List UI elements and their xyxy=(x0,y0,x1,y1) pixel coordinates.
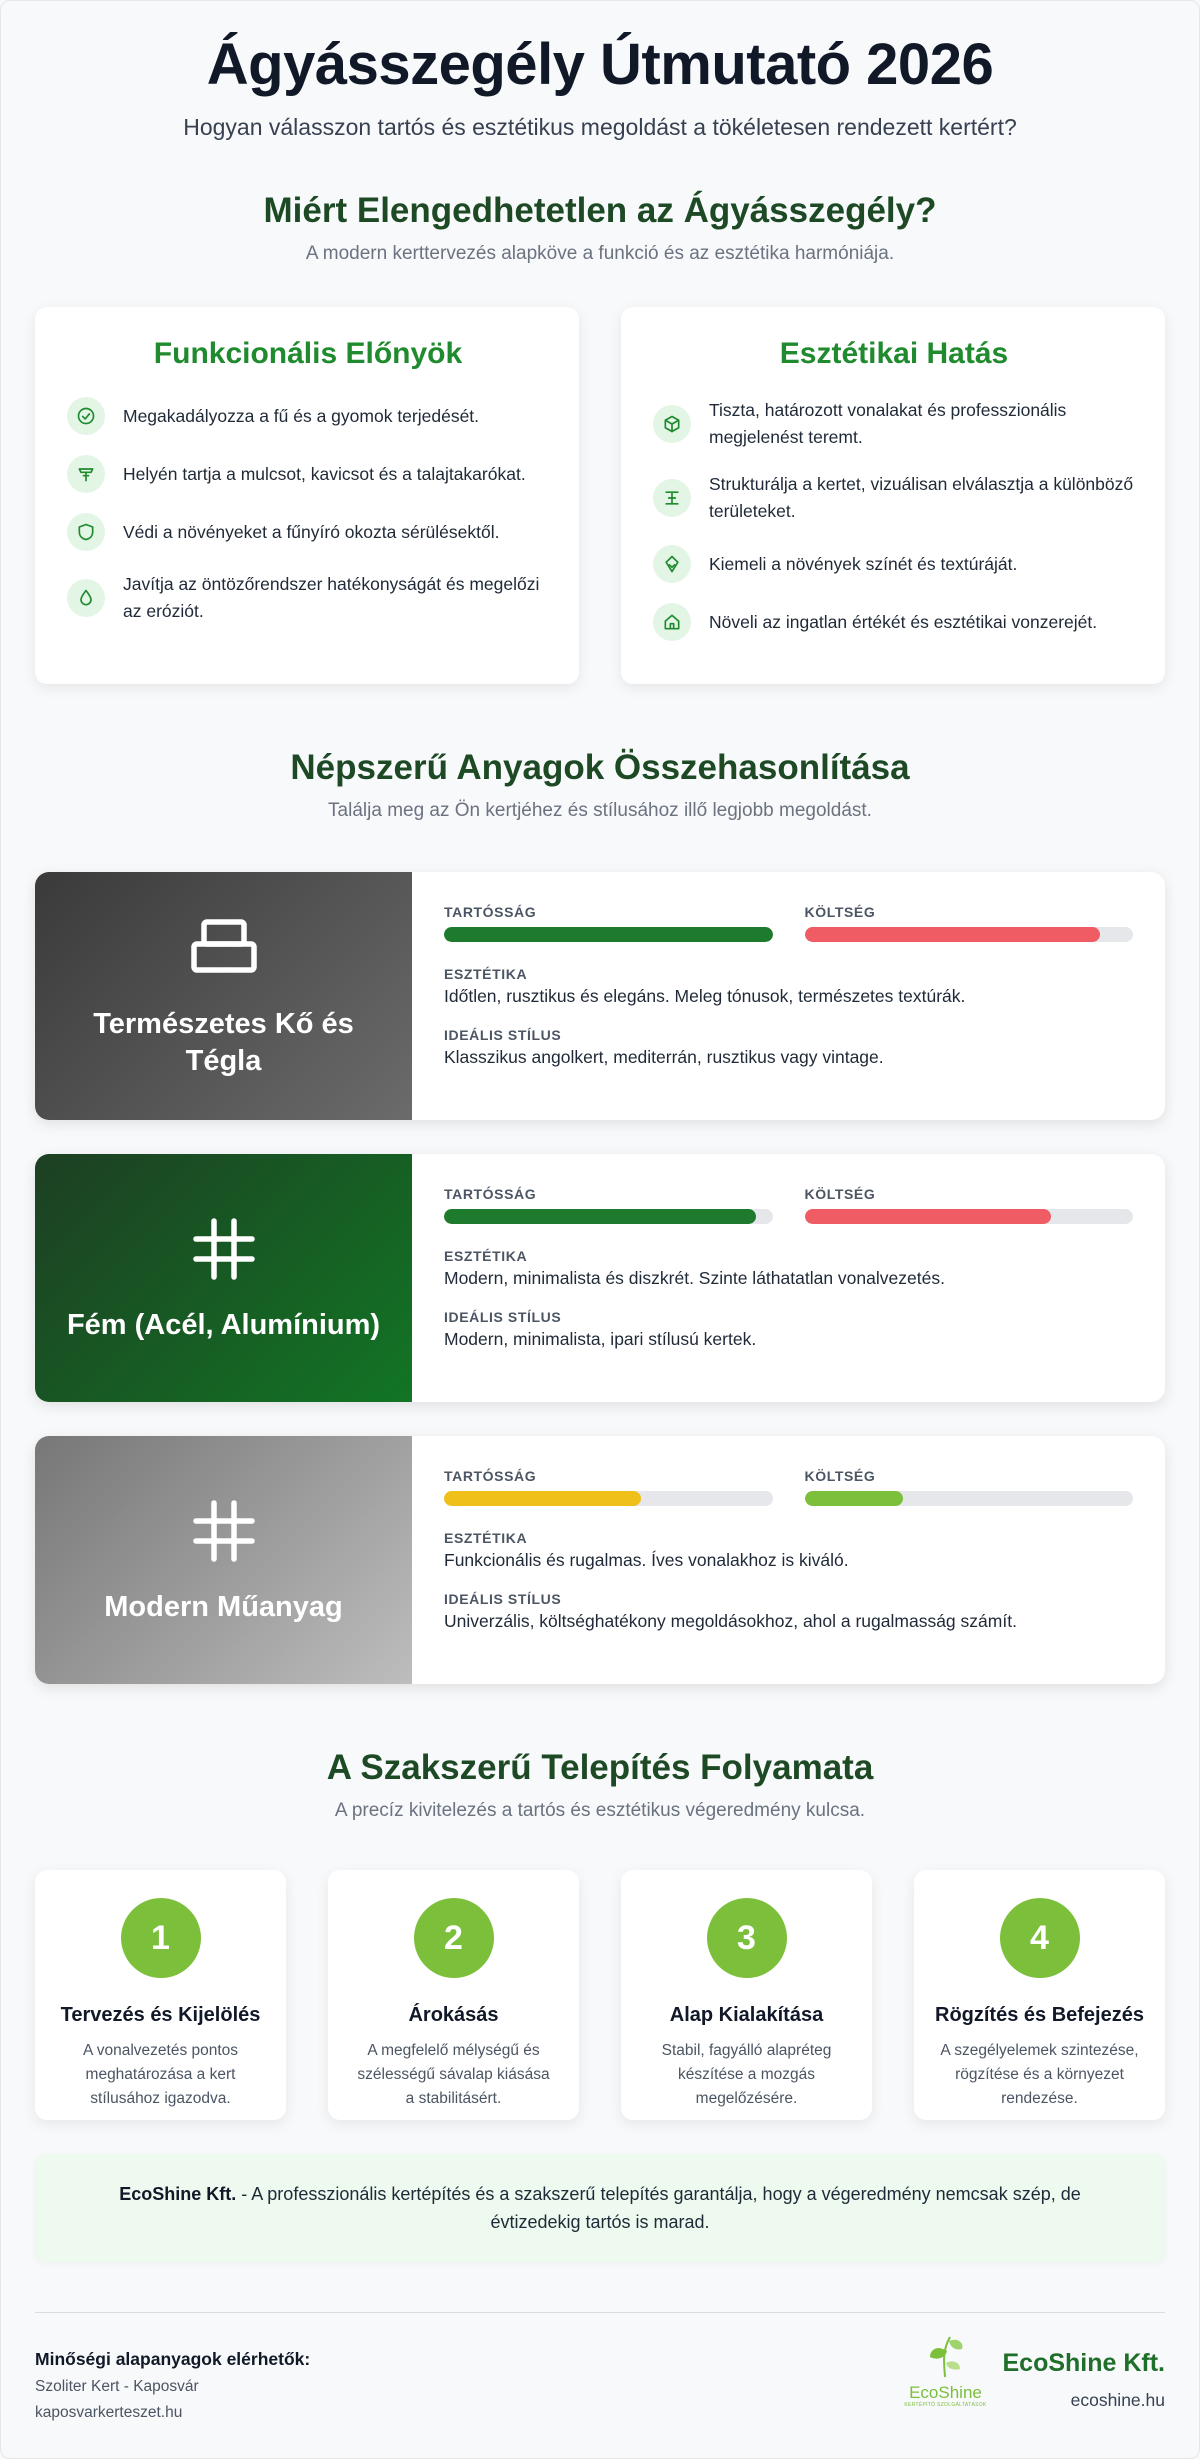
step-title: Tervezés és Kijelölés xyxy=(60,2004,261,2026)
list-item xyxy=(67,571,549,625)
footer-heading: Minőségi alapanyagok elérhetők: xyxy=(35,2349,311,2369)
shovel-icon xyxy=(67,455,105,493)
aesthetics-label: ESZTÉTIKA xyxy=(444,966,528,982)
aesthetic-title: Esztétikai Hatás xyxy=(779,337,1009,370)
leaf-icon xyxy=(920,2333,970,2379)
step-title: Árokásás xyxy=(408,2004,499,2026)
functional-benefits-card xyxy=(35,307,579,684)
benefit-text: Kiemeli a növények színét és textúráját. xyxy=(709,553,1018,574)
cost-bar xyxy=(805,1209,1051,1224)
benefit-text: Strukturálja a kertet, vizuálisan elválasztja a különböző területeket. xyxy=(709,474,1134,521)
cost-bar xyxy=(805,927,1101,942)
brick-icon xyxy=(188,912,260,984)
step-number: 3 xyxy=(707,1898,787,1978)
durability-bar xyxy=(444,1491,641,1506)
benefit-text: Javítja az öntözőrendszer hatékonyságát és megelőzi az eróziót. xyxy=(123,574,540,621)
list-item xyxy=(67,513,549,551)
footer xyxy=(35,2312,1165,2422)
check-circle-icon xyxy=(67,397,105,435)
ecoshine-logo xyxy=(902,2333,988,2415)
callout-brand: EcoShine Kft. xyxy=(119,2184,237,2204)
cost-label: KÖLTSÉG xyxy=(804,1468,876,1484)
materials-section xyxy=(35,748,1165,1684)
material-header xyxy=(35,872,412,1120)
list-item xyxy=(67,455,549,493)
material-name: Természetes Kő és Tégla xyxy=(93,1008,354,1077)
step-card xyxy=(35,1870,286,2120)
aesthetics-value: Időtlen, rusztikus és elegáns. Meleg tónusok, természetes textúrák. xyxy=(444,986,966,1006)
ideal-style-label: IDEÁLIS STÍLUS xyxy=(444,1591,562,1607)
aesthetics-label: ESZTÉTIKA xyxy=(444,1530,528,1546)
install-subtitle: A precíz kivitelezés a tartós és esztétikus végeredmény kulcsa. xyxy=(334,1800,866,1821)
benefit-text: Helyén tartja a mulcsot, kavicsot és a talajtakarókat. xyxy=(123,463,526,484)
materials-title: Népszerű Anyagok Összehasonlítása xyxy=(290,748,910,787)
cube-icon xyxy=(653,405,691,443)
durability-meter xyxy=(444,904,773,942)
list-item xyxy=(653,471,1135,525)
grid-hash-icon xyxy=(188,1495,260,1567)
material-card-stone xyxy=(35,872,1165,1120)
material-header xyxy=(35,1436,412,1684)
cost-label: KÖLTSÉG xyxy=(804,904,876,920)
logo-tagline: KERTÉPÍTŐ SZOLGÁLTATÁSOK xyxy=(904,2402,987,2408)
ideal-style-value: Klasszikus angolkert, mediterrán, rusztikus vagy vintage. xyxy=(444,1047,884,1067)
functional-title: Funkcionális Előnyök xyxy=(153,337,463,370)
cost-meter xyxy=(805,1468,1134,1506)
list-item xyxy=(653,603,1135,641)
durability-label: TARTÓSSÁG xyxy=(444,1186,537,1202)
step-text: Stabil, fagyálló alapréteg készítése a mozgás megelőzésére. xyxy=(661,2042,832,2107)
step-card xyxy=(621,1870,872,2120)
step-number: 2 xyxy=(414,1898,494,1978)
why-subtitle: A modern kerttervezés alapköve a funkció és az esztétika harmóniája. xyxy=(305,243,895,264)
cost-meter xyxy=(805,904,1134,942)
page-title: Ágyásszegély Útmutató 2026 xyxy=(206,32,994,97)
step-number: 1 xyxy=(121,1898,201,1978)
material-card-plastic xyxy=(35,1436,1165,1684)
footer-brand: EcoShine Kft. xyxy=(1002,2349,1165,2377)
step-text: A vonalvezetés pontos meghatározása a kert stílusához igazodva. xyxy=(82,2042,239,2107)
home-icon xyxy=(653,603,691,641)
why-section xyxy=(35,191,1165,684)
durability-bar xyxy=(444,927,773,942)
ideal-style-value: Modern, minimalista, ipari stílusú kertek. xyxy=(444,1329,757,1349)
durability-meter xyxy=(444,1186,773,1224)
step-text: A szegélyelemek szintezése, rögzítése és a környezet rendezése. xyxy=(940,2042,1139,2107)
ideal-style-label: IDEÁLIS STÍLUS xyxy=(444,1309,562,1325)
why-title: Miért Elengedhetetlen az Ágyásszegély? xyxy=(263,191,937,230)
separator-icon xyxy=(653,479,691,517)
list-item xyxy=(653,545,1135,583)
benefit-text: Megakadályozza a fű és a gyomok terjedését. xyxy=(123,405,480,426)
step-card xyxy=(328,1870,579,2120)
callout-text: - A professzionális kertépítés és a szakszerű telepítés garantálja, hogy a végeredmény nemcsak szép, de évtizedekig tartós is marad. xyxy=(236,2184,1081,2232)
ideal-style-label: IDEÁLIS STÍLUS xyxy=(444,1027,562,1043)
benefit-text: Növeli az ingatlan értékét és esztétikai vonzerejét. xyxy=(709,611,1098,632)
list-item xyxy=(67,397,549,435)
flower-icon xyxy=(653,545,691,583)
aesthetics-label: ESZTÉTIKA xyxy=(444,1248,528,1264)
step-text: A megfelelő mélységű és szélességű sávalap kiásása a stabilitásért. xyxy=(357,2042,550,2107)
shield-icon xyxy=(67,513,105,551)
step-title: Alap Kialakítása xyxy=(669,2004,824,2026)
aesthetics-value: Modern, minimalista és diszkrét. Szinte láthatatlan vonalvezetés. xyxy=(444,1268,945,1288)
step-title: Rögzítés és Befejezés xyxy=(935,2004,1144,2026)
grid-hash-icon xyxy=(188,1213,260,1285)
page-subtitle: Hogyan válasszon tartós és esztétikus megoldást a tökéletesen rendezett kertért? xyxy=(183,114,1017,140)
droplet-icon xyxy=(67,579,105,617)
supplier-link[interactable]: kaposvarkerteszet.hu xyxy=(35,2404,183,2421)
aesthetics-value: Funkcionális és rugalmas. Íves vonalakhoz is kiváló. xyxy=(444,1550,849,1570)
materials-subtitle: Találja meg az Ön kertjéhez és stílusához illő legjobb megoldást. xyxy=(328,800,872,821)
step-card xyxy=(914,1870,1165,2120)
benefit-text: Védi a növényeket a fűnyíró okozta sérülésektől. xyxy=(123,521,500,542)
aesthetic-benefits-card xyxy=(621,307,1165,684)
footer-url[interactable]: ecoshine.hu xyxy=(1070,2390,1165,2410)
durability-meter xyxy=(444,1468,773,1506)
material-name: Modern Műanyag xyxy=(104,1590,343,1623)
durability-label: TARTÓSSÁG xyxy=(444,1468,537,1484)
cost-label: KÖLTSÉG xyxy=(804,1186,876,1202)
install-title: A Szakszerű Telepítés Folyamata xyxy=(326,1748,874,1787)
benefit-text: Tiszta, határozott vonalakat és professzionális megjelenést teremt. xyxy=(709,400,1067,447)
logo-wordmark: EcoShine xyxy=(909,2383,982,2402)
durability-label: TARTÓSSÁG xyxy=(444,904,537,920)
step-number: 4 xyxy=(1000,1898,1080,1978)
cost-bar xyxy=(805,1491,904,1506)
callout-box xyxy=(35,2154,1165,2262)
cost-meter xyxy=(805,1186,1134,1224)
install-section xyxy=(35,1748,1165,2262)
ideal-style-value: Univerzális, költséghatékony megoldásokhoz, ahol a rugalmasság számít. xyxy=(444,1611,1017,1631)
material-card-metal xyxy=(35,1154,1165,1402)
material-name: Fém (Acél, Alumínium) xyxy=(66,1308,381,1341)
material-header xyxy=(35,1154,412,1402)
list-item xyxy=(653,397,1135,451)
durability-bar xyxy=(444,1209,756,1224)
supplier-name: Szoliter Kert - Kaposvár xyxy=(35,2378,199,2395)
